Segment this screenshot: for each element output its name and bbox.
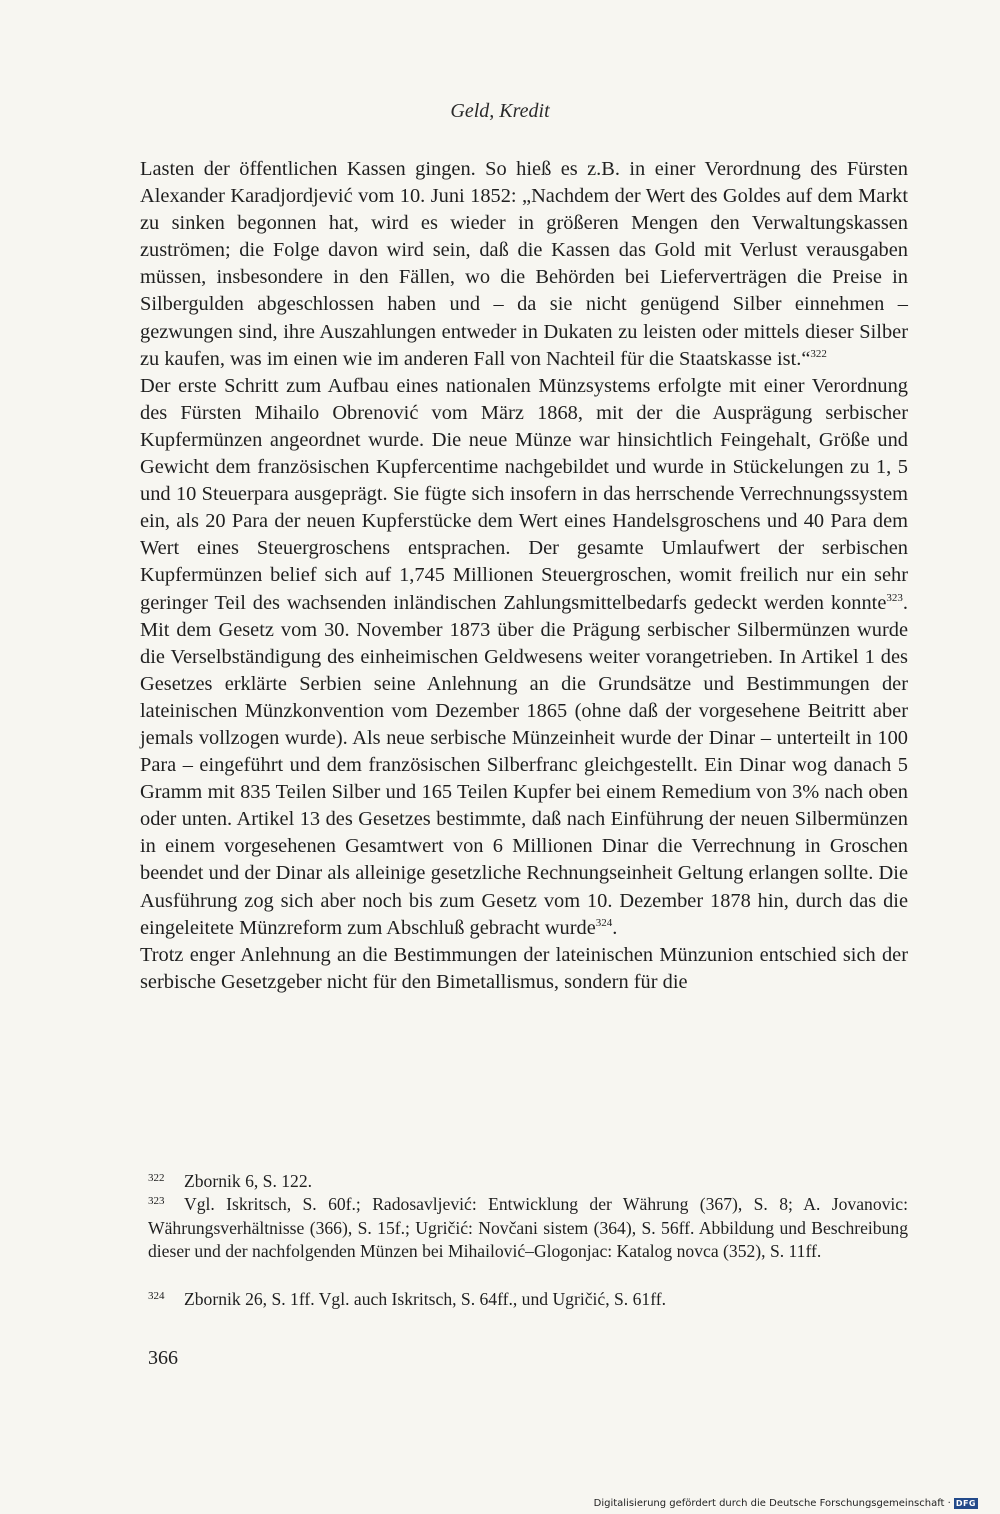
footnote-text: Vgl. Iskritsch, S. 60f.; Radosavljević: Entwicklung der Währung (367), S. 8; A. Jovanovic: Währungsverhältnisse (366), S. 15f.; Ugričić: Novčani sistem (364), S. 56ff. Abbildung und Beschreibung dieser und der nachfolgenden Münzen bei Mihailović–Glogonjac: Katalog novca (352), S. 11ff. bbox=[148, 1194, 908, 1261]
footnote-ref-324[interactable]: 324 bbox=[595, 916, 613, 929]
footnote-ref-322[interactable]: 322 bbox=[810, 347, 827, 360]
paragraph-3: Trotz enger Anlehnung an die Bestimmungen der lateinischen Münzunion entschied sich der serbische Gesetzgeber nicht für den Bimetallismus, sondern für die bbox=[140, 943, 908, 993]
paragraph-2 bbox=[140, 373, 908, 942]
paragraph-1-text: Lasten der öffentlichen Kassen gingen. So hieß es z.B. in einer Verordnung des Fürsten Alexander Karadjordjević vom 10. Juni 1852: „Nachdem der Wert des Goldes auf dem Markt zu sinken begonnen hat, wird es wieder in größeren Mengen den Verwaltungskassen zuströmen; die Folge davon wird sein, daß die Kassen das Gold mit Verlust verausgaben müssen, insbesondere in den Fällen, wo die Behörden bei Lieferverträgen die Preise in Silbergulden abgeschlossen haben und – da sie nicht genügend Silber einnehmen – gezwungen sind, ihre Auszahlungen entweder in Dukaten zu leisten oder mittels dieser Silber zu kaufen, was im einen wie im anderen Fall von Nachteil für die Staatskasse ist.“ bbox=[140, 158, 908, 370]
digitization-credit-text: Digitalisierung gefördert durch die Deutsche Forschungsgemeinschaft · bbox=[593, 1498, 951, 1509]
page-number: 366 bbox=[148, 1347, 178, 1369]
digitization-credit bbox=[594, 1498, 978, 1509]
paragraph-2-text-a: Der erste Schritt zum Aufbau eines nationalen Münzsystems erfolgte mit einer Verordnung des Fürsten Mihailo Obrenović vom März 1868, mit der die Ausprägung serbischer Kupfermünzen angeordnet wurde. Die neue Münze war hinsichtlich Feingehalt, Größe und Gewicht dem französischen Kupfercentime nachgebildet und wurde in Stückelungen zu 1, 5 und 10 Steuerpara ausgeprägt. Sie fügte sich insofern in das herrschende Verrechnungssystem ein, als 20 Para der neuen Kupferstücke dem Wert eines Handelsgroschens und 40 Para dem Wert eines Steuergroschens entsprachen. Der gesamte Umlaufwert der serbischen Kupfermünzen belief sich auf 1,745 Millionen Steuergroschen, womit freilich nur ein sehr geringer Teil des wachsenden inländischen Zahlungsmittelbedarfs gedeckt werden konnte bbox=[140, 374, 908, 614]
footnote-text: Zbornik 6, S. 122. bbox=[184, 1171, 313, 1191]
footnote-322 bbox=[148, 1170, 908, 1194]
paragraph-1 bbox=[140, 156, 908, 373]
footnote-323 bbox=[148, 1193, 908, 1264]
main-text bbox=[140, 156, 908, 996]
footnote-text: Zbornik 26, S. 1ff. Vgl. auch Iskritsch, S. 64ff., und Ugričić, S. 61ff. bbox=[184, 1289, 666, 1309]
footnote-number: 323 bbox=[148, 1195, 165, 1207]
footnote-number: 324 bbox=[148, 1290, 165, 1302]
paragraph-2-text-b: . Mit dem Gesetz vom 30. November 1873 über die Prägung serbischer Silbermünzen wurde die Verselbständigung des einheimischen Geldwesens weiter vorangetrieben. In Artikel 1 des Gesetzes erklärte Serbien seine Anlehnung an die Grundsätze und Bestimmungen der lateinischen Münzkonvention vom Dezember 1865 (ohne daß der vorgesehene Beitritt aber jemals vollzogen wurde). Als neue serbische Münzeinheit wurde der Dinar – unterteilt in 100 Para – eingeführt und dem französischen Silberfranc gleichgestellt. Ein Dinar wog danach 5 Gramm mit 835 Teilen Silber und 165 Teilen Kupfer bei einem Remedium von 3% nach oben oder unten. Artikel 13 des Gesetzes bestimmte, daß nach Einführung der neuen Silbermünzen in einem vorgesehenen Gesamtwert von 6 Millionen Dinar die Verrechnung in Groschen beendet und der Dinar als alleinige gesetzliche Rechnungseinheit Geltung erlangen sollte. Die Ausführung zog sich aber noch bis zum Gesetz vom 10. Dezember 1878 hin, durch das die eingeleitete Münzreform zum Abschluß gebracht wurde bbox=[140, 591, 908, 939]
running-header: Geld, Kredit bbox=[450, 100, 550, 122]
paragraph-2-text-c: . bbox=[612, 916, 618, 939]
footnote-324 bbox=[148, 1288, 908, 1312]
dfg-logo-icon: DFG bbox=[955, 1499, 976, 1508]
footnote-number: 322 bbox=[148, 1172, 165, 1184]
footnote-ref-323[interactable]: 323 bbox=[886, 591, 903, 604]
